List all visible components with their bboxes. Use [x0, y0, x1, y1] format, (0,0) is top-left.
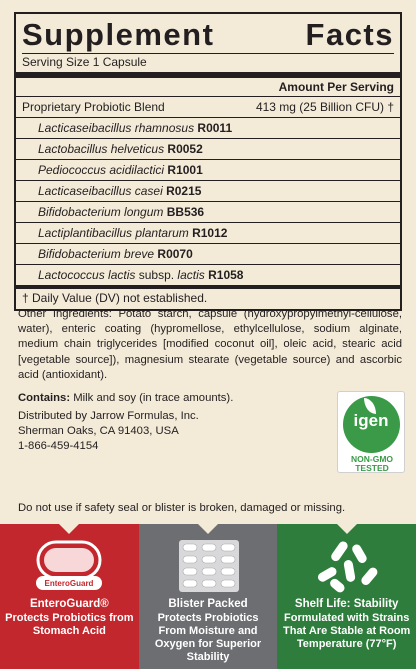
strain-row — [16, 223, 400, 244]
panel-blister — [139, 524, 278, 669]
strain-row — [16, 160, 400, 181]
strain-row — [16, 244, 400, 265]
blister-pack-icon — [139, 538, 278, 594]
strain-code: R0070 — [157, 247, 193, 261]
panel-description: Protects Probiotics From Moisture and Oxygen for Superior Stability — [154, 612, 262, 663]
distributor-info — [18, 409, 318, 455]
strain-code: R1058 — [208, 268, 244, 282]
probiotic-bacteria-icon — [277, 538, 416, 594]
strain-name: Pediococcus acidilactici — [38, 163, 165, 177]
strain-code: R0215 — [166, 184, 202, 198]
strain-name: Bifidobacterium breve — [38, 247, 155, 261]
facts-title — [22, 18, 394, 54]
other-ingredients: Other Ingredients: Potato starch, capsule (hydroxypropylmethyl-cellulose, water), enteric coating (hypromellose, ethylcellulose, sodium alginate, medium chain triglycerides [modified coconut oil], oleic acid, stearic acid [vegetable source]), magnesium stearate (vegetable source) and ascorbic acid (antioxidant). — [18, 308, 402, 381]
feature-panels — [0, 524, 416, 669]
blend-amount: 413 mg (25 Billion CFU) † — [255, 100, 394, 114]
safety-warning: Do not use if safety seal or blister is broken, damaged or missing. — [18, 502, 346, 514]
strain-code: BB536 — [166, 205, 205, 219]
strain-name: Lacticaseibacillus rhamnosus — [38, 121, 195, 135]
strain-row — [16, 118, 400, 139]
panel-title: EnteroGuard® — [29, 598, 109, 610]
badge-label-2: TESTED — [355, 463, 389, 473]
strain-row — [16, 202, 400, 223]
strain-row — [16, 139, 400, 160]
strain-name: Lactococcus lactis — [38, 268, 136, 282]
distributor-phone: 1-866-459-4154 — [18, 440, 99, 453]
strain-row — [16, 181, 400, 202]
distributor-name: Distributed by Jarrow Formulas, Inc. — [18, 410, 199, 422]
badge-label-1: NON-GMO — [350, 454, 394, 464]
daily-value-note: † Daily Value (DV) not established. — [22, 291, 208, 305]
strain-code: R0011 — [197, 121, 233, 135]
strain-subsp: subsp. — [135, 268, 178, 282]
panel-title: Blister Packed — [168, 598, 248, 610]
panel-shelf-life — [277, 524, 416, 669]
distributor-address: Sherman Oaks, CA 91403, USA — [18, 425, 179, 438]
non-gmo-badge — [337, 391, 405, 473]
panel-enteroguard — [0, 524, 139, 669]
supplement-facts-panel — [14, 12, 402, 311]
panel-notch — [198, 524, 218, 534]
strain-name: Lacticaseibacillus casei — [38, 184, 163, 198]
panel-notch — [59, 524, 79, 534]
strain-subsp-name: lactis — [177, 268, 205, 282]
strain-name: Bifidobacterium longum — [38, 205, 164, 219]
facts-title-left: Supplement — [22, 17, 215, 52]
strain-name: Lactobacillus helveticus — [38, 142, 165, 156]
panel-notch — [337, 524, 357, 534]
strain-row — [16, 265, 400, 285]
panel-description: Formulated with Strains That Are Stable at Room Temperature (77°F) — [283, 612, 411, 650]
capsule-icon — [0, 538, 139, 594]
blend-name: Proprietary Probiotic Blend — [22, 100, 165, 114]
panel-description: Protects Probiotics from Stomach Acid — [5, 612, 134, 637]
panel-title: Shelf Life: Stability — [294, 598, 399, 610]
strain-code: R1012 — [192, 226, 228, 240]
amount-per-serving-header: Amount Per Serving — [278, 80, 394, 94]
contains-label: Contains: — [18, 392, 71, 404]
strain-code: R0052 — [167, 142, 203, 156]
strain-name: Lactiplantibacillus plantarum — [38, 226, 189, 240]
blend-row — [16, 97, 400, 118]
facts-title-right: Facts — [305, 17, 394, 52]
strain-code: R1001 — [167, 163, 203, 177]
serving-size: Serving Size 1 Capsule — [22, 55, 147, 69]
capsule-icon-label: EnteroGuard — [44, 579, 94, 588]
badge-logo-text: igen — [353, 411, 389, 430]
contains-text: Milk and soy (in trace amounts). — [70, 392, 234, 404]
